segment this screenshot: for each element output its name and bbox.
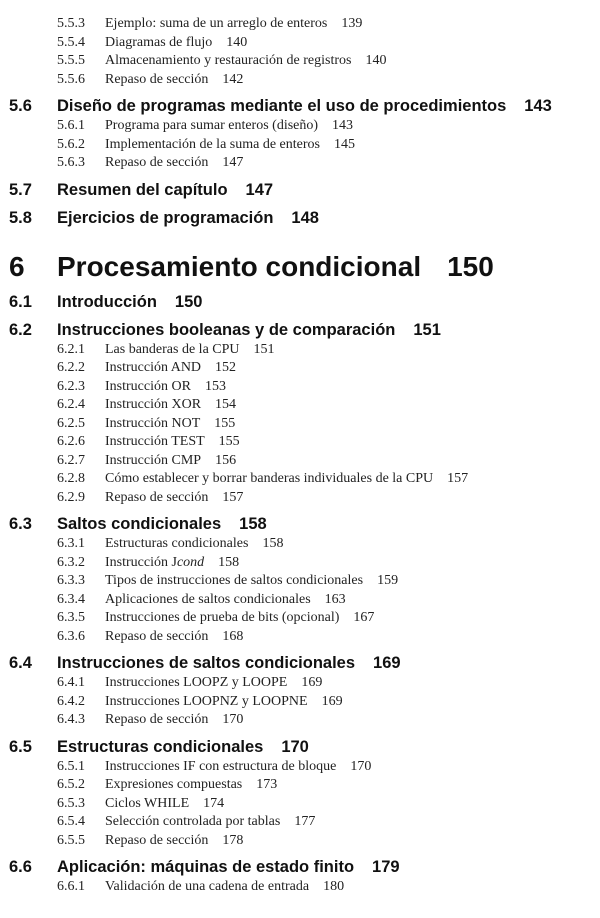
toc-subsection <box>0 136 600 155</box>
entry-number: 6.5.1 <box>57 758 85 774</box>
entry-title: Instrucciones LOOPZ y LOOPE <box>105 675 288 690</box>
entry-number: 6.6.1 <box>57 879 85 894</box>
entry-text <box>105 609 374 628</box>
entry-title: Instrucción AND <box>105 360 202 375</box>
entry-text <box>57 207 319 229</box>
toc-section <box>0 319 600 341</box>
entry-number: 6 <box>9 250 25 282</box>
entry-number: 6.3 <box>9 515 32 533</box>
entry-text <box>105 554 239 573</box>
entry-number: 6.2.1 <box>57 341 85 357</box>
entry-text <box>105 674 322 693</box>
toc-subsection <box>0 813 600 832</box>
toc-subsection <box>0 674 600 693</box>
entry-number: 6.2.6 <box>57 434 85 449</box>
entry-text <box>105 378 226 397</box>
toc-subsection <box>0 591 600 610</box>
entry-text <box>105 628 243 647</box>
entry-number: 6.4.2 <box>57 693 85 709</box>
entry-title: Instrucción OR <box>105 378 191 394</box>
entry-text <box>57 652 401 674</box>
entry-page-number: 152 <box>215 360 237 375</box>
toc-subsection <box>0 359 600 378</box>
entry-text <box>57 736 309 758</box>
entry-number: 6.3.1 <box>57 536 85 551</box>
entry-text <box>105 572 398 591</box>
entry-page-number: 170 <box>281 737 309 756</box>
entry-text <box>105 711 243 730</box>
entry-text <box>57 179 273 201</box>
entry-number: 6.3.6 <box>57 628 85 644</box>
entry-page-number: 140 <box>365 53 387 68</box>
entry-page-number: 169 <box>321 693 343 709</box>
toc-subsection <box>0 341 600 360</box>
entry-page-number: 142 <box>222 71 244 87</box>
toc-subsection <box>0 711 600 730</box>
entry-title: Instrucciones de prueba de bits (opcional) <box>105 610 340 625</box>
entry-text <box>57 856 400 878</box>
entry-page-number: 158 <box>262 536 284 551</box>
entry-number: 5.5.3 <box>57 16 85 31</box>
toc-subsection <box>0 758 600 777</box>
toc-subsection <box>0 776 600 795</box>
entry-title: Instrucción TEST <box>105 434 205 449</box>
toc-subsection <box>0 15 600 34</box>
entry-title: Selección controlada por tablas <box>105 814 281 829</box>
entry-text <box>105 136 355 155</box>
entry-number: 6.2.9 <box>57 489 85 505</box>
entry-title: Almacenamiento y restauración de registros <box>105 53 352 68</box>
entry-title: Repaso de sección <box>105 489 209 505</box>
toc-subsection <box>0 52 600 71</box>
entry-number: 6.2.7 <box>57 452 85 468</box>
entry-title: Instrucción NOT <box>105 415 201 431</box>
entry-number: 5.6.1 <box>57 118 85 133</box>
entry-page-number: 156 <box>215 452 237 468</box>
entry-title: Diagramas de flujo <box>105 34 213 50</box>
toc-subsection <box>0 535 600 554</box>
entry-page-number: 143 <box>332 118 354 133</box>
entry-page-number: 147 <box>222 155 244 170</box>
entry-title: Instrucciones IF con estructura de bloque <box>105 758 337 774</box>
entry-number: 5.6.3 <box>57 155 85 170</box>
entry-page-number: 177 <box>294 814 316 829</box>
entry-title: Instrucciones LOOPNZ y LOOPNE <box>105 693 308 709</box>
entry-page-number: 157 <box>222 489 244 505</box>
entry-text <box>105 535 283 554</box>
entry-number: 6.3.2 <box>57 554 85 570</box>
entry-number: 6.4.1 <box>57 675 85 690</box>
toc-subsection <box>0 470 600 489</box>
entry-number: 5.5.4 <box>57 34 85 50</box>
toc-section <box>0 179 600 201</box>
toc-subsection <box>0 609 600 628</box>
toc-section <box>0 513 600 535</box>
entry-page-number: 178 <box>222 832 244 848</box>
entry-page-number: 140 <box>226 34 248 50</box>
entry-page-number: 158 <box>239 515 267 533</box>
entry-page-number: 158 <box>218 554 240 570</box>
entry-text <box>57 319 441 341</box>
entry-title: Instrucciones booleanas y de comparación <box>57 320 396 339</box>
entry-title: Instrucción J <box>105 554 177 570</box>
toc-subsection <box>0 117 600 136</box>
toc-subsection <box>0 396 600 415</box>
entry-title: Saltos condicionales <box>57 515 222 533</box>
entry-text <box>105 433 240 452</box>
entry-title: Las banderas de la CPU <box>105 341 240 357</box>
entry-page-number: 170 <box>350 758 372 774</box>
entry-title: Ejercicios de programación <box>57 208 274 227</box>
entry-number: 5.5.6 <box>57 71 85 87</box>
entry-title: Repaso de sección <box>105 628 209 644</box>
entry-title: Validación de una cadena de entrada <box>105 879 310 894</box>
entry-page-number: 169 <box>301 675 323 690</box>
entry-text <box>105 52 386 71</box>
entry-number: 6.4.3 <box>57 712 85 727</box>
entry-title: Repaso de sección <box>105 832 209 848</box>
toc-subsection <box>0 628 600 647</box>
entry-text <box>105 758 371 777</box>
entry-page-number: 143 <box>524 97 552 115</box>
entry-title: Repaso de sección <box>105 155 209 170</box>
toc-subsection <box>0 452 600 471</box>
toc-section <box>0 856 600 878</box>
entry-page-number: 148 <box>291 208 319 227</box>
entry-text <box>105 415 235 434</box>
entry-text <box>105 693 343 712</box>
entry-title: Repaso de sección <box>105 71 209 87</box>
toc-subsection <box>0 71 600 90</box>
entry-number: 6.3.5 <box>57 610 85 625</box>
toc-section <box>0 207 600 229</box>
entry-text <box>105 776 277 795</box>
entry-title: Ejemplo: suma de un arreglo de enteros <box>105 16 328 31</box>
entry-number: 6.2.4 <box>57 397 85 412</box>
toc-subsection <box>0 154 600 173</box>
entry-text <box>57 249 494 285</box>
entry-title: Estructuras condicionales <box>57 737 264 756</box>
entry-text <box>105 470 468 489</box>
entry-page-number: 159 <box>377 573 399 588</box>
entry-number: 6.5.3 <box>57 795 85 811</box>
entry-number: 6.2 <box>9 320 32 339</box>
toc-subsection <box>0 415 600 434</box>
entry-text <box>105 396 236 415</box>
entry-number: 6.5.4 <box>57 814 85 829</box>
toc-chapter <box>0 249 600 285</box>
toc-section <box>0 95 600 117</box>
toc-subsection <box>0 878 600 897</box>
entry-text <box>105 795 224 814</box>
entry-title: Aplicaciones de saltos condicionales <box>105 591 311 607</box>
entry-text <box>105 341 275 360</box>
toc-subsection <box>0 554 600 573</box>
entry-text <box>105 15 362 34</box>
entry-number: 6.1 <box>9 292 32 311</box>
entry-page-number: 180 <box>323 879 345 894</box>
entry-page-number: 167 <box>353 610 375 625</box>
entry-number: 6.5.5 <box>57 832 85 848</box>
entry-number: 5.6 <box>9 97 32 115</box>
entry-page-number: 168 <box>222 628 244 644</box>
entry-page-number: 169 <box>373 654 401 672</box>
entry-page-number: 153 <box>204 378 226 394</box>
entry-title: Expresiones compuestas <box>105 777 243 792</box>
toc-section <box>0 736 600 758</box>
entry-text <box>57 95 552 117</box>
entry-page-number: 179 <box>372 858 400 876</box>
entry-page-number: 151 <box>413 320 441 339</box>
entry-page-number: 145 <box>333 136 355 152</box>
toc-subsection <box>0 433 600 452</box>
entry-title-italic: cond <box>176 554 205 570</box>
entry-title: Instrucción CMP <box>105 452 202 468</box>
entry-page-number: 170 <box>222 712 244 727</box>
entry-title: Instrucción XOR <box>105 397 202 412</box>
toc-section <box>0 291 600 313</box>
toc-subsection <box>0 795 600 814</box>
toc-subsection <box>0 572 600 591</box>
toc-subsection <box>0 832 600 851</box>
entry-number: 5.6.2 <box>57 136 85 152</box>
toc-subsection <box>0 34 600 53</box>
entry-page-number: 150 <box>174 292 203 311</box>
entry-title: Introducción <box>57 292 157 311</box>
entry-text <box>105 117 353 136</box>
entry-text <box>57 291 202 313</box>
entry-text <box>105 71 243 90</box>
entry-page-number: 139 <box>341 16 363 31</box>
entry-text <box>105 359 236 378</box>
entry-number: 5.7 <box>9 180 32 199</box>
entry-page-number: 174 <box>203 795 225 811</box>
entry-page-number: 150 <box>447 250 494 282</box>
entry-text <box>105 154 243 173</box>
toc-subsection <box>0 489 600 508</box>
entry-text <box>105 452 236 471</box>
entry-text <box>105 34 247 53</box>
entry-number: 6.2.8 <box>57 471 85 486</box>
entry-number: 5.5.5 <box>57 53 85 68</box>
entry-title: Estructuras condicionales <box>105 536 249 551</box>
entry-title: Implementación de la suma de enteros <box>105 136 320 152</box>
entry-title: Ciclos WHILE <box>105 795 190 811</box>
entry-text <box>105 489 243 508</box>
entry-title: Programa para sumar enteros (diseño) <box>105 118 319 133</box>
entry-number: 6.4 <box>9 654 32 672</box>
entry-number: 6.6 <box>9 858 32 876</box>
entry-title: Tipos de instrucciones de saltos condicionales <box>105 573 364 588</box>
entry-page-number: 154 <box>215 397 237 412</box>
entry-page-number: 173 <box>256 777 278 792</box>
entry-title: Procesamiento condicional <box>57 250 422 282</box>
entry-number: 6.2.5 <box>57 415 85 431</box>
entry-title: Diseño de programas mediante el uso de procedimientos <box>57 97 507 115</box>
entry-text <box>57 513 267 535</box>
entry-text <box>105 813 315 832</box>
entry-text <box>105 832 243 851</box>
entry-page-number: 155 <box>218 434 240 449</box>
entry-title: Repaso de sección <box>105 712 209 727</box>
entry-title: Instrucciones de saltos condicionales <box>57 654 356 672</box>
toc-section <box>0 652 600 674</box>
entry-page-number: 157 <box>447 471 469 486</box>
toc-subsection <box>0 378 600 397</box>
entry-text <box>105 591 346 610</box>
entry-number: 6.2.3 <box>57 378 85 394</box>
entry-number: 6.5 <box>9 737 32 756</box>
entry-number: 5.8 <box>9 208 32 227</box>
entry-number: 6.2.2 <box>57 360 85 375</box>
entry-page-number: 147 <box>245 180 274 199</box>
entry-page-number: 163 <box>324 591 346 607</box>
entry-number: 6.3.3 <box>57 573 85 588</box>
entry-number: 6.3.4 <box>57 591 85 607</box>
entry-number: 6.5.2 <box>57 777 85 792</box>
entry-page-number: 151 <box>253 341 275 357</box>
entry-title: Cómo establecer y borrar banderas individuales de la CPU <box>105 471 434 486</box>
toc-subsection <box>0 693 600 712</box>
entry-page-number: 155 <box>214 415 236 431</box>
entry-title: Resumen del capítulo <box>57 180 228 199</box>
entry-title: Aplicación: máquinas de estado finito <box>57 858 355 876</box>
entry-text <box>105 878 344 897</box>
